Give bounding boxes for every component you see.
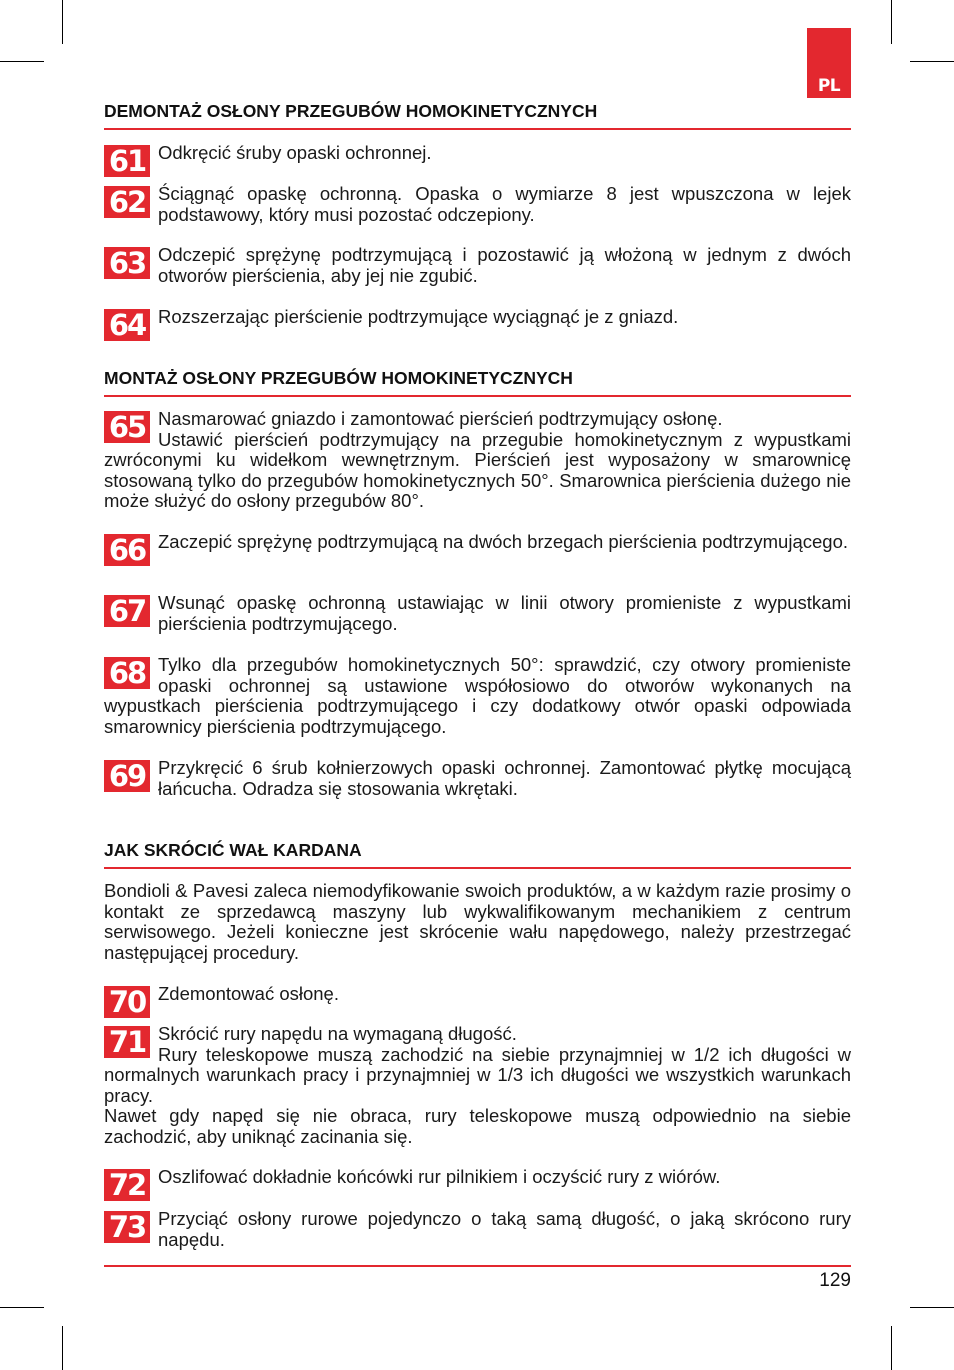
step-text: Rury teleskopowe muszą zachodzić na siebie przynajmniej w 1/2 ich długości w normalnych warunkach pracy i przynajmniej w 1/3 ich długości we wszystkich warunkach pracy. xyxy=(104,1043,851,1106)
step-62 xyxy=(104,184,851,225)
step-64 xyxy=(104,307,851,341)
step-number: 65 xyxy=(104,411,150,443)
step-number: 71 xyxy=(104,1026,150,1058)
step-67 xyxy=(104,593,851,634)
step-65 xyxy=(104,409,851,512)
section-title-assembly: MONTAŻ OSŁONY PRZEGUBÓW HOMOKINETYCZNYCH xyxy=(104,368,851,397)
step-text: Ściągnąć opaskę ochronną. Opaska o wymiarze 8 jest wpuszczona w lejek podstawowy, który musi pozostać odczepiony. xyxy=(158,183,851,225)
footer-divider xyxy=(104,1265,851,1267)
step-text: Wsunąć opaskę ochronną ustawiając w linii otwory promieniste z wypustkami pierścienia podtrzymującego. xyxy=(158,592,851,634)
step-61 xyxy=(104,143,851,177)
crop-mark xyxy=(62,1326,63,1370)
crop-mark xyxy=(910,1307,954,1308)
step-number: 69 xyxy=(104,760,150,792)
language-tab: PL xyxy=(807,28,851,98)
step-number: 62 xyxy=(104,186,150,218)
step-number: 67 xyxy=(104,595,150,627)
intro-paragraph: Bondioli & Pavesi zaleca niemodyfikowanie swoich produktów, a w każdym razie prosimy o kontakt ze sprzedawcą maszyny lub wykwalifikowanym mechanikiem z centrum serwisowego. Jeżeli konieczne jest skrócenie wału napędowego, należy przestrzegać następującej procedury. xyxy=(104,880,851,963)
section-title-disassembly: DEMONTAŻ OSŁONY PRZEGUBÓW HOMOKINETYCZNYCH xyxy=(104,101,851,130)
step-number: 66 xyxy=(104,534,150,566)
crop-mark xyxy=(0,1307,44,1308)
step-72 xyxy=(104,1167,851,1201)
step-number: 72 xyxy=(104,1169,150,1201)
crop-mark xyxy=(891,0,892,44)
step-text: Rozszerzając pierścienie podtrzymujące wyciągnąć je z gniazd. xyxy=(158,306,679,327)
step-text: Nasmarować gniazdo i zamontować pierścień podtrzymujący osłonę. xyxy=(158,408,723,429)
step-text: Odczepić sprężynę podtrzymującą i pozostawić ją włożoną w jednym z dwóch otworów pierścienia, aby jej nie zgubić. xyxy=(158,244,851,286)
step-text: Odkręcić śruby opaski ochronnej. xyxy=(158,142,432,163)
step-number: 64 xyxy=(104,309,150,341)
step-text: Zaczepić sprężynę podtrzymującą na dwóch brzegach pierścienia podtrzymującego. xyxy=(158,531,848,552)
crop-mark xyxy=(891,1326,892,1370)
step-70 xyxy=(104,984,851,1018)
step-text: Skrócić rury napędu na wymaganą długość. xyxy=(158,1023,517,1044)
section-title-shorten: JAK SKRÓCIĆ WAŁ KARDANA xyxy=(104,840,851,869)
step-number: 68 xyxy=(104,657,150,689)
step-73 xyxy=(104,1209,851,1250)
step-text: Przyciąć osłony rurowe pojedynczo o taką samą długość, o jaką skrócono rury napędu. xyxy=(158,1208,851,1250)
step-71 xyxy=(104,1024,851,1147)
step-number: 73 xyxy=(104,1211,150,1243)
crop-mark xyxy=(62,0,63,44)
step-text: Tylko dla przegubów homokinetycznych 50°: sprawdzić, czy otwory promieniste opaski ochronnej są ustawione współosiowo do otworów wykonanych na wypustkach pierścienia podtrzymującego i czy dodatkowy otwór opaski odpowiada smarownicy pierścienia podtrzymującego. xyxy=(104,654,851,737)
step-text: Oszlifować dokładnie końcówki rur pilnikiem i oczyścić rury z wiórów. xyxy=(158,1166,721,1187)
step-69 xyxy=(104,758,851,799)
step-66 xyxy=(104,532,851,566)
step-68 xyxy=(104,655,851,737)
step-text: Zdemontować osłonę. xyxy=(158,983,339,1004)
step-number: 70 xyxy=(104,986,150,1018)
step-text: Ustawić pierścień podtrzymujący na przegubie homokinetycznym z wypustkami zwróconymi ku widełkom wewnętrznym. Pierścień jest wyposażony w smarownicę stosowaną tylko do przegubów homokinetycznych 50°. Smarownica pierścienia dużego nie może służyć do osłony przegubów 80°. xyxy=(104,428,851,511)
page-number: 129 xyxy=(819,1270,851,1291)
crop-mark xyxy=(910,61,954,62)
crop-mark xyxy=(0,61,44,62)
step-number: 63 xyxy=(104,247,150,279)
step-text: Przykręcić 6 śrub kołnierzowych opaski ochronnej. Zamontować płytkę mocującą łańcucha. Odradza się stosowania wkrętaki. xyxy=(158,757,851,799)
step-text: Nawet gdy napęd się nie obraca, rury teleskopowe muszą odpowiednio na siebie zachodzić, aby uniknąć zacinania się. xyxy=(104,1105,851,1147)
step-number: 61 xyxy=(104,145,150,177)
step-63 xyxy=(104,245,851,286)
